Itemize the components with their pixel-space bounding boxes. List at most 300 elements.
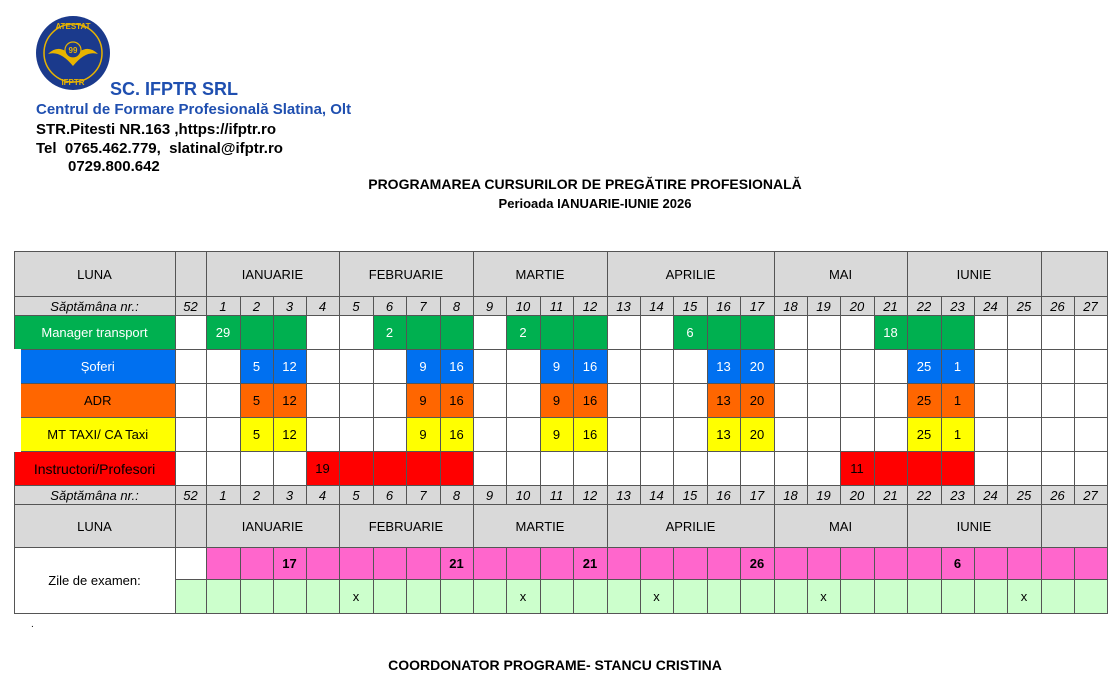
top-week-22: 22: [907, 297, 941, 316]
empty-cell: [339, 418, 373, 452]
course-cell: 9: [540, 350, 573, 384]
exam-mark-empty: [440, 580, 473, 614]
course-cell: 9: [540, 384, 573, 418]
exam-day: 21: [573, 548, 607, 580]
top-week-18: 18: [774, 297, 807, 316]
bottom-week-3: 3: [273, 486, 306, 505]
top-week-17: 17: [740, 297, 774, 316]
empty-cell: [640, 316, 673, 350]
bottom-week-20: 20: [840, 486, 874, 505]
empty-cell: [506, 452, 540, 486]
bottom-week-16: 16: [707, 486, 740, 505]
empty-cell: [640, 384, 673, 418]
empty-cell: [774, 350, 807, 384]
exam-mark-empty: [907, 580, 941, 614]
course-cell: 16: [440, 384, 473, 418]
top-week-13: 13: [607, 297, 640, 316]
empty-cell: [206, 350, 240, 384]
empty-cell: [206, 418, 240, 452]
exam-day-empty: [1041, 548, 1074, 580]
exam-mark-empty: [306, 580, 339, 614]
course-cell: 9: [540, 418, 573, 452]
bottom-week-52: 52: [175, 486, 206, 505]
course-cell: [707, 316, 740, 350]
top-week52-blank: [175, 252, 206, 297]
empty-cell: [607, 418, 640, 452]
top-week-25: 25: [1007, 297, 1041, 316]
empty-cell: [1007, 350, 1041, 384]
course-cell: 19: [306, 452, 339, 486]
bottom-week-12: 12: [573, 486, 607, 505]
course-cell: [941, 316, 974, 350]
course-cell: 12: [273, 384, 306, 418]
top-week-15: 15: [673, 297, 707, 316]
exam-day-empty: [1007, 548, 1041, 580]
empty-cell: [473, 316, 506, 350]
empty-cell: [206, 452, 240, 486]
bottom-week-10: 10: [506, 486, 540, 505]
bottom-week-23: 23: [941, 486, 974, 505]
course-cell: [440, 316, 473, 350]
empty-cell: [607, 316, 640, 350]
empty-cell: [1074, 384, 1107, 418]
course-cell: [907, 452, 941, 486]
course-label: Manager transport: [14, 316, 175, 350]
course-cell: 5: [240, 384, 273, 418]
course-row: [14, 350, 1107, 384]
course-cell: [440, 452, 473, 486]
empty-cell: [874, 384, 907, 418]
course-label: Instructori/Profesori: [14, 452, 175, 486]
empty-cell: [607, 350, 640, 384]
top-week-12: 12: [573, 297, 607, 316]
svg-text:IFPTR: IFPTR: [61, 78, 85, 87]
bottom-week-21: 21: [874, 486, 907, 505]
top-week-21: 21: [874, 297, 907, 316]
empty-cell: [373, 384, 406, 418]
phone-secondary: 0729.800.642: [68, 158, 160, 175]
bottom-week-14: 14: [640, 486, 673, 505]
exam-mark-empty: [707, 580, 740, 614]
course-cell: 5: [240, 350, 273, 384]
exam-day-empty: [206, 548, 240, 580]
empty-cell: [1041, 452, 1074, 486]
top-week-label: Săptămâna nr.:: [14, 297, 175, 316]
course-cell: 5: [240, 418, 273, 452]
top-week-1: 1: [206, 297, 240, 316]
top-week-27: 27: [1074, 297, 1107, 316]
course-row: [14, 384, 1107, 418]
course-cell: 9: [406, 350, 440, 384]
exam-day: 6: [941, 548, 974, 580]
empty-cell: [175, 418, 206, 452]
bottom-month-mai: MAI: [774, 505, 907, 548]
bottom-week-6: 6: [373, 486, 406, 505]
empty-cell: [175, 452, 206, 486]
coordinator: COORDONATOR PROGRAME- STANCU CRISTINA: [388, 657, 722, 673]
exam-mark-empty: [740, 580, 774, 614]
bottom-week-1: 1: [206, 486, 240, 505]
exam-day-empty: [807, 548, 840, 580]
course-cell: [406, 316, 440, 350]
top-week-9: 9: [473, 297, 506, 316]
empty-cell: [339, 350, 373, 384]
empty-cell: [807, 384, 840, 418]
course-cell: [373, 452, 406, 486]
empty-cell: [273, 452, 306, 486]
top-month-ianuarie: IANUARIE: [206, 252, 339, 297]
top-luna-label: LUNA: [14, 252, 175, 297]
exam-day-empty: [339, 548, 373, 580]
top-week-4: 4: [306, 297, 339, 316]
course-cell: 1: [941, 384, 974, 418]
course-cell: 20: [740, 384, 774, 418]
empty-cell: [175, 316, 206, 350]
bottom-week52-blank: [175, 505, 206, 548]
empty-cell: [974, 350, 1007, 384]
empty-cell: [506, 384, 540, 418]
empty-cell: [1041, 316, 1074, 350]
empty-cell: [1074, 316, 1107, 350]
empty-cell: [506, 350, 540, 384]
exam-mark-empty: [573, 580, 607, 614]
exam-mark-empty: [673, 580, 707, 614]
bottom-month-iunie: IUNIE: [907, 505, 1041, 548]
course-cell: 16: [573, 418, 607, 452]
empty-cell: [175, 350, 206, 384]
top-week-26: 26: [1041, 297, 1074, 316]
empty-cell: [840, 316, 874, 350]
empty-cell: [874, 418, 907, 452]
course-cell: [540, 316, 573, 350]
top-week-row: [14, 297, 1107, 316]
empty-cell: [240, 452, 273, 486]
course-cell: 20: [740, 418, 774, 452]
empty-cell: [1074, 418, 1107, 452]
empty-cell: [874, 350, 907, 384]
exam-day-empty: [707, 548, 740, 580]
exam-mark-empty: [373, 580, 406, 614]
top-month-row: [14, 252, 1107, 297]
empty-cell: [1007, 384, 1041, 418]
top-week-14: 14: [640, 297, 673, 316]
course-cell: 9: [406, 384, 440, 418]
course-label: ADR: [14, 384, 175, 418]
exam-day-empty: [373, 548, 406, 580]
empty-cell: [774, 418, 807, 452]
exam-day-empty: [175, 548, 206, 580]
course-label: MT TAXI/ CA Taxi: [14, 418, 175, 452]
empty-cell: [1007, 418, 1041, 452]
centre-name: Centrul de Formare Profesională Slatina, Olt: [36, 101, 352, 118]
course-cell: 2: [506, 316, 540, 350]
bottom-month-blank: [1041, 505, 1107, 548]
empty-cell: [640, 350, 673, 384]
bottom-week-27: 27: [1074, 486, 1107, 505]
top-week-8: 8: [440, 297, 473, 316]
exam-mark: x: [640, 580, 673, 614]
svg-text:99: 99: [68, 46, 78, 55]
exam-mark: x: [339, 580, 373, 614]
course-cell: 9: [406, 418, 440, 452]
phone-email: Tel 0765.462.779, slatinal@ifptr.ro: [36, 140, 283, 157]
course-label: Șoferi: [14, 350, 175, 384]
empty-cell: [373, 350, 406, 384]
empty-cell: [707, 452, 740, 486]
empty-cell: [373, 418, 406, 452]
course-row: [14, 452, 1107, 486]
company-name: SC. IFPTR SRL: [110, 79, 239, 99]
empty-cell: [1007, 316, 1041, 350]
top-week-20: 20: [840, 297, 874, 316]
bottom-week-4: 4: [306, 486, 339, 505]
top-month-martie: MARTIE: [473, 252, 607, 297]
top-week-16: 16: [707, 297, 740, 316]
course-cell: 11: [840, 452, 874, 486]
top-week-23: 23: [941, 297, 974, 316]
bottom-month-februarie: FEBRUARIE: [339, 505, 473, 548]
course-cell: 16: [440, 350, 473, 384]
exam-day-empty: [406, 548, 440, 580]
empty-cell: [974, 418, 1007, 452]
exam-day-empty: [607, 548, 640, 580]
course-row: [14, 418, 1107, 452]
exam-mark-empty: [273, 580, 306, 614]
top-month-aprilie: APRILIE: [607, 252, 774, 297]
exam-mark: x: [1007, 580, 1041, 614]
exam-mark-empty: [941, 580, 974, 614]
top-week-19: 19: [807, 297, 840, 316]
course-cell: [273, 316, 306, 350]
course-cell: 6: [673, 316, 707, 350]
bottom-week-19: 19: [807, 486, 840, 505]
top-month-iunie: IUNIE: [907, 252, 1041, 297]
empty-cell: [306, 418, 339, 452]
empty-cell: [807, 316, 840, 350]
exam-days-row: [14, 548, 1107, 580]
course-cell: 25: [907, 350, 941, 384]
course-cell: 29: [206, 316, 240, 350]
empty-cell: [974, 316, 1007, 350]
exam-day-empty: [240, 548, 273, 580]
top-week-6: 6: [373, 297, 406, 316]
course-cell: 20: [740, 350, 774, 384]
empty-cell: [1041, 418, 1074, 452]
empty-cell: [540, 452, 573, 486]
exam-mark-empty: [240, 580, 273, 614]
exam-mark: x: [807, 580, 840, 614]
empty-cell: [673, 350, 707, 384]
course-cell: [406, 452, 440, 486]
exam-mark-empty: [206, 580, 240, 614]
empty-cell: [206, 384, 240, 418]
bottom-luna-label: LUNA: [14, 505, 175, 548]
bottom-week-2: 2: [240, 486, 273, 505]
bottom-month-aprilie: APRILIE: [607, 505, 774, 548]
empty-cell: [473, 350, 506, 384]
empty-cell: [573, 452, 607, 486]
page-subtitle: Perioada IANUARIE-IUNIE 2026: [498, 196, 692, 211]
bottom-week-26: 26: [1041, 486, 1074, 505]
footer-dot: .: [31, 619, 34, 630]
course-cell: 13: [707, 350, 740, 384]
top-week-7: 7: [406, 297, 440, 316]
bottom-week-22: 22: [907, 486, 941, 505]
exam-label: Zile de examen:: [14, 548, 175, 614]
empty-cell: [774, 384, 807, 418]
empty-cell: [807, 452, 840, 486]
bottom-month-row: [14, 505, 1107, 548]
bottom-week-15: 15: [673, 486, 707, 505]
exam-day: 21: [440, 548, 473, 580]
exam-day-empty: [473, 548, 506, 580]
bottom-week-7: 7: [406, 486, 440, 505]
empty-cell: [607, 384, 640, 418]
course-cell: 1: [941, 418, 974, 452]
top-week-24: 24: [974, 297, 1007, 316]
course-cell: 12: [273, 350, 306, 384]
bottom-week-9: 9: [473, 486, 506, 505]
empty-cell: [774, 452, 807, 486]
schedule-table: [7, 251, 1108, 614]
exam-mark-empty: [406, 580, 440, 614]
empty-cell: [306, 350, 339, 384]
empty-cell: [640, 418, 673, 452]
exam-day-empty: [1074, 548, 1107, 580]
course-cell: [573, 316, 607, 350]
empty-cell: [1074, 452, 1107, 486]
course-cell: 18: [874, 316, 907, 350]
bottom-week-25: 25: [1007, 486, 1041, 505]
empty-cell: [673, 418, 707, 452]
empty-cell: [473, 384, 506, 418]
exam-mark-empty: [874, 580, 907, 614]
empty-cell: [807, 418, 840, 452]
bottom-week-5: 5: [339, 486, 373, 505]
exam-mark-empty: [974, 580, 1007, 614]
exam-day-empty: [907, 548, 941, 580]
bottom-week-label: Săptămâna nr.:: [14, 486, 175, 505]
empty-cell: [473, 452, 506, 486]
bottom-week-13: 13: [607, 486, 640, 505]
empty-cell: [607, 452, 640, 486]
bottom-week-24: 24: [974, 486, 1007, 505]
course-cell: 2: [373, 316, 406, 350]
empty-cell: [175, 384, 206, 418]
exam-day-empty: [673, 548, 707, 580]
course-row: [14, 316, 1107, 350]
exam-mark-empty: [840, 580, 874, 614]
bottom-week-11: 11: [540, 486, 573, 505]
empty-cell: [306, 316, 339, 350]
ifptr-logo: [34, 14, 112, 92]
top-week-11: 11: [540, 297, 573, 316]
bottom-week-18: 18: [774, 486, 807, 505]
empty-cell: [640, 452, 673, 486]
exam-day: 26: [740, 548, 774, 580]
empty-cell: [673, 384, 707, 418]
empty-cell: [339, 384, 373, 418]
svg-text:ATESTAT: ATESTAT: [55, 22, 91, 31]
top-month-blank: [1041, 252, 1107, 297]
exam-day-empty: [306, 548, 339, 580]
exam-mark-empty: [774, 580, 807, 614]
course-cell: 13: [707, 418, 740, 452]
course-cell: 25: [907, 384, 941, 418]
top-month-mai: MAI: [774, 252, 907, 297]
course-cell: [941, 452, 974, 486]
empty-cell: [840, 350, 874, 384]
empty-cell: [974, 452, 1007, 486]
exam-day-empty: [874, 548, 907, 580]
exam-day: 17: [273, 548, 306, 580]
empty-cell: [840, 418, 874, 452]
exam-day-empty: [974, 548, 1007, 580]
exam-day-empty: [506, 548, 540, 580]
page-title: PROGRAMAREA CURSURILOR DE PREGĂTIRE PROFESIONALĂ: [368, 176, 802, 192]
exam-mark-empty: [1074, 580, 1107, 614]
course-cell: 1: [941, 350, 974, 384]
empty-cell: [306, 384, 339, 418]
exam-mark-empty: [607, 580, 640, 614]
empty-cell: [1074, 350, 1107, 384]
empty-cell: [974, 384, 1007, 418]
exam-mark-empty: [1041, 580, 1074, 614]
top-month-februarie: FEBRUARIE: [339, 252, 473, 297]
address: STR.Pitesti NR.163 ,https://ifptr.ro: [36, 121, 277, 138]
course-cell: [240, 316, 273, 350]
exam-day-empty: [840, 548, 874, 580]
empty-cell: [673, 452, 707, 486]
course-cell: 16: [440, 418, 473, 452]
empty-cell: [840, 384, 874, 418]
bottom-month-martie: MARTIE: [473, 505, 607, 548]
empty-cell: [807, 350, 840, 384]
empty-cell: [774, 316, 807, 350]
course-cell: 16: [573, 384, 607, 418]
bottom-week-17: 17: [740, 486, 774, 505]
empty-cell: [740, 452, 774, 486]
empty-cell: [1007, 452, 1041, 486]
exam-day-empty: [640, 548, 673, 580]
exam-mark-empty: [540, 580, 573, 614]
exam-mark-empty: [473, 580, 506, 614]
exam-marks-row: [14, 580, 1107, 614]
top-week-52: 52: [175, 297, 206, 316]
course-cell: 13: [707, 384, 740, 418]
empty-cell: [506, 418, 540, 452]
bottom-month-ianuarie: IANUARIE: [206, 505, 339, 548]
empty-cell: [1041, 384, 1074, 418]
course-cell: [907, 316, 941, 350]
course-cell: 12: [273, 418, 306, 452]
bottom-week-row: [14, 486, 1107, 505]
exam-day-empty: [540, 548, 573, 580]
course-cell: [874, 452, 907, 486]
empty-cell: [339, 316, 373, 350]
course-cell: [339, 452, 373, 486]
exam-day-empty: [774, 548, 807, 580]
bottom-week-8: 8: [440, 486, 473, 505]
exam-mark-empty: [175, 580, 206, 614]
top-week-5: 5: [339, 297, 373, 316]
empty-cell: [473, 418, 506, 452]
top-week-10: 10: [506, 297, 540, 316]
course-cell: 16: [573, 350, 607, 384]
top-week-3: 3: [273, 297, 306, 316]
empty-cell: [1041, 350, 1074, 384]
exam-mark: x: [506, 580, 540, 614]
